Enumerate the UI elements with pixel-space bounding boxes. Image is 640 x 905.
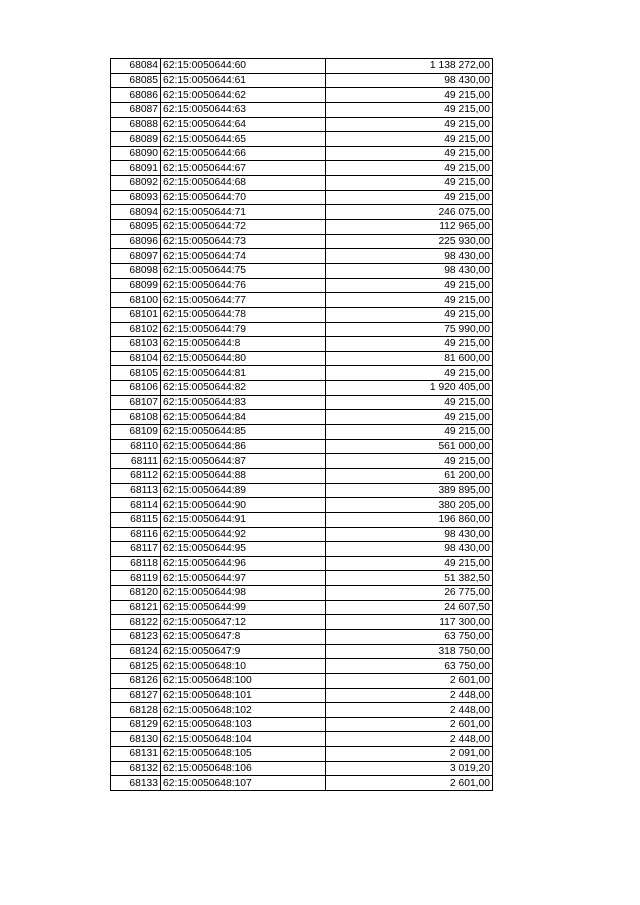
cadastral-value-cell: 49 215,00 [326, 161, 493, 176]
cadastral-number-cell: 62:15:0050648:104 [161, 732, 326, 747]
row-number-cell: 68127 [111, 688, 161, 703]
cadastral-number-cell: 62:15:0050644:77 [161, 293, 326, 308]
row-number-cell: 68131 [111, 747, 161, 762]
cadastral-value-cell: 2 448,00 [326, 688, 493, 703]
row-number-cell: 68099 [111, 278, 161, 293]
row-number-cell: 68093 [111, 190, 161, 205]
cadastral-value-cell: 26 775,00 [326, 586, 493, 601]
row-number-cell: 68087 [111, 102, 161, 117]
cadastral-value-cell: 2 601,00 [326, 776, 493, 791]
cadastral-number-cell: 62:15:0050644:98 [161, 586, 326, 601]
table-row [111, 644, 493, 659]
row-number-cell: 68128 [111, 703, 161, 718]
row-number-cell: 68106 [111, 381, 161, 396]
cadastral-value-table [110, 58, 493, 791]
cadastral-value-cell: 1 920 405,00 [326, 381, 493, 396]
row-number-cell: 68117 [111, 542, 161, 557]
row-number-cell: 68108 [111, 410, 161, 425]
table-row [111, 73, 493, 88]
cadastral-number-cell: 62:15:0050644:72 [161, 220, 326, 235]
cadastral-number-cell: 62:15:0050644:91 [161, 512, 326, 527]
cadastral-value-cell: 117 300,00 [326, 615, 493, 630]
table-row [111, 425, 493, 440]
table-row [111, 146, 493, 161]
table-row [111, 366, 493, 381]
cadastral-number-cell: 62:15:0050648:106 [161, 761, 326, 776]
row-number-cell: 68116 [111, 527, 161, 542]
table-row [111, 190, 493, 205]
row-number-cell: 68094 [111, 205, 161, 220]
cadastral-value-cell: 61 200,00 [326, 468, 493, 483]
cadastral-value-cell: 49 215,00 [326, 146, 493, 161]
row-number-cell: 68104 [111, 351, 161, 366]
row-number-cell: 68088 [111, 117, 161, 132]
cadastral-number-cell: 62:15:0050644:86 [161, 439, 326, 454]
cadastral-number-cell: 62:15:0050648:103 [161, 717, 326, 732]
table-row [111, 410, 493, 425]
row-number-cell: 68129 [111, 717, 161, 732]
cadastral-value-cell: 98 430,00 [326, 263, 493, 278]
row-number-cell: 68113 [111, 483, 161, 498]
cadastral-number-cell: 62:15:0050647:9 [161, 644, 326, 659]
row-number-cell: 68107 [111, 395, 161, 410]
cadastral-value-cell: 318 750,00 [326, 644, 493, 659]
table-row [111, 439, 493, 454]
table-row [111, 132, 493, 147]
table-row [111, 615, 493, 630]
table-row [111, 761, 493, 776]
cadastral-number-cell: 62:15:0050644:76 [161, 278, 326, 293]
table-row [111, 395, 493, 410]
table-row [111, 278, 493, 293]
cadastral-number-cell: 62:15:0050648:102 [161, 703, 326, 718]
table-row [111, 732, 493, 747]
cadastral-value-cell: 49 215,00 [326, 88, 493, 103]
cadastral-value-cell: 63 750,00 [326, 629, 493, 644]
table-row [111, 512, 493, 527]
cadastral-number-cell: 62:15:0050644:95 [161, 542, 326, 557]
row-number-cell: 68126 [111, 673, 161, 688]
cadastral-number-cell: 62:15:0050644:61 [161, 73, 326, 88]
cadastral-number-cell: 62:15:0050644:85 [161, 425, 326, 440]
table-row [111, 629, 493, 644]
cadastral-value-cell: 63 750,00 [326, 659, 493, 674]
table-row [111, 747, 493, 762]
row-number-cell: 68118 [111, 556, 161, 571]
row-number-cell: 68092 [111, 176, 161, 191]
cadastral-value-cell: 98 430,00 [326, 73, 493, 88]
row-number-cell: 68122 [111, 615, 161, 630]
table-row [111, 600, 493, 615]
table-row [111, 88, 493, 103]
row-number-cell: 68101 [111, 307, 161, 322]
row-number-cell: 68102 [111, 322, 161, 337]
cadastral-value-cell: 2 601,00 [326, 673, 493, 688]
table-row [111, 717, 493, 732]
table-row [111, 542, 493, 557]
cadastral-number-cell: 62:15:0050644:71 [161, 205, 326, 220]
table-row [111, 307, 493, 322]
row-number-cell: 68095 [111, 220, 161, 235]
cadastral-number-cell: 62:15:0050644:78 [161, 307, 326, 322]
cadastral-number-cell: 62:15:0050647:12 [161, 615, 326, 630]
cadastral-value-cell: 81 600,00 [326, 351, 493, 366]
cadastral-number-cell: 62:15:0050644:81 [161, 366, 326, 381]
cadastral-value-cell: 49 215,00 [326, 395, 493, 410]
cadastral-value-cell: 98 430,00 [326, 542, 493, 557]
row-number-cell: 68133 [111, 776, 161, 791]
row-number-cell: 68109 [111, 425, 161, 440]
cadastral-value-cell: 49 215,00 [326, 366, 493, 381]
table-row [111, 527, 493, 542]
cadastral-value-cell: 98 430,00 [326, 249, 493, 264]
cadastral-value-cell: 49 215,00 [326, 278, 493, 293]
table-row [111, 249, 493, 264]
table-row [111, 117, 493, 132]
row-number-cell: 68100 [111, 293, 161, 308]
cadastral-value-cell: 1 138 272,00 [326, 59, 493, 74]
cadastral-value-cell: 2 448,00 [326, 732, 493, 747]
table-row [111, 234, 493, 249]
row-number-cell: 68110 [111, 439, 161, 454]
cadastral-number-cell: 62:15:0050648:100 [161, 673, 326, 688]
cadastral-number-cell: 62:15:0050644:87 [161, 454, 326, 469]
cadastral-value-cell: 2 601,00 [326, 717, 493, 732]
cadastral-value-cell: 49 215,00 [326, 556, 493, 571]
cadastral-number-cell: 62:15:0050644:90 [161, 498, 326, 513]
row-number-cell: 68124 [111, 644, 161, 659]
cadastral-number-cell: 62:15:0050644:60 [161, 59, 326, 74]
cadastral-number-cell: 62:15:0050644:62 [161, 88, 326, 103]
row-number-cell: 68132 [111, 761, 161, 776]
row-number-cell: 68098 [111, 263, 161, 278]
cadastral-value-cell: 75 990,00 [326, 322, 493, 337]
cadastral-number-cell: 62:15:0050644:80 [161, 351, 326, 366]
table-row [111, 483, 493, 498]
cadastral-value-cell: 380 205,00 [326, 498, 493, 513]
row-number-cell: 68097 [111, 249, 161, 264]
row-number-cell: 68120 [111, 586, 161, 601]
cadastral-number-cell: 62:15:0050644:8 [161, 337, 326, 352]
row-number-cell: 68119 [111, 571, 161, 586]
cadastral-value-cell: 246 075,00 [326, 205, 493, 220]
cadastral-value-cell: 98 430,00 [326, 527, 493, 542]
cadastral-number-cell: 62:15:0050644:65 [161, 132, 326, 147]
cadastral-number-cell: 62:15:0050644:97 [161, 571, 326, 586]
table-row [111, 351, 493, 366]
cadastral-number-cell: 62:15:0050644:79 [161, 322, 326, 337]
table-row [111, 161, 493, 176]
cadastral-value-cell: 49 215,00 [326, 337, 493, 352]
cadastral-value-cell: 49 215,00 [326, 117, 493, 132]
cadastral-number-cell: 62:15:0050644:66 [161, 146, 326, 161]
table-row [111, 688, 493, 703]
cadastral-number-cell: 62:15:0050648:105 [161, 747, 326, 762]
row-number-cell: 68084 [111, 59, 161, 74]
row-number-cell: 68112 [111, 468, 161, 483]
cadastral-number-cell: 62:15:0050644:92 [161, 527, 326, 542]
cadastral-number-cell: 62:15:0050644:82 [161, 381, 326, 396]
row-number-cell: 68103 [111, 337, 161, 352]
table-row [111, 468, 493, 483]
cadastral-value-cell: 561 000,00 [326, 439, 493, 454]
cadastral-value-cell: 389 895,00 [326, 483, 493, 498]
row-number-cell: 68130 [111, 732, 161, 747]
row-number-cell: 68121 [111, 600, 161, 615]
cadastral-value-cell: 49 215,00 [326, 102, 493, 117]
cadastral-number-cell: 62:15:0050644:83 [161, 395, 326, 410]
row-number-cell: 68091 [111, 161, 161, 176]
row-number-cell: 68111 [111, 454, 161, 469]
cadastral-value-cell: 49 215,00 [326, 132, 493, 147]
table-row [111, 59, 493, 74]
cadastral-number-cell: 62:15:0050644:99 [161, 600, 326, 615]
cadastral-number-cell: 62:15:0050644:73 [161, 234, 326, 249]
table-body [111, 59, 493, 791]
cadastral-value-cell: 225 930,00 [326, 234, 493, 249]
row-number-cell: 68085 [111, 73, 161, 88]
table-row [111, 586, 493, 601]
table-row [111, 381, 493, 396]
table-row [111, 220, 493, 235]
row-number-cell: 68090 [111, 146, 161, 161]
table-row [111, 263, 493, 278]
cadastral-number-cell: 62:15:0050644:89 [161, 483, 326, 498]
table-row [111, 176, 493, 191]
cadastral-number-cell: 62:15:0050644:84 [161, 410, 326, 425]
table-row [111, 703, 493, 718]
table-row [111, 498, 493, 513]
table-row [111, 454, 493, 469]
cadastral-number-cell: 62:15:0050644:75 [161, 263, 326, 278]
cadastral-number-cell: 62:15:0050648:107 [161, 776, 326, 791]
cadastral-number-cell: 62:15:0050644:74 [161, 249, 326, 264]
row-number-cell: 68096 [111, 234, 161, 249]
cadastral-number-cell: 62:15:0050644:67 [161, 161, 326, 176]
cadastral-number-cell: 62:15:0050648:10 [161, 659, 326, 674]
cadastral-number-cell: 62:15:0050644:64 [161, 117, 326, 132]
cadastral-value-cell: 49 215,00 [326, 454, 493, 469]
table-row [111, 556, 493, 571]
table-row [111, 322, 493, 337]
table-row [111, 571, 493, 586]
cadastral-value-cell: 49 215,00 [326, 190, 493, 205]
table-row [111, 205, 493, 220]
cadastral-value-cell: 3 019,20 [326, 761, 493, 776]
table-row [111, 102, 493, 117]
row-number-cell: 68086 [111, 88, 161, 103]
cadastral-number-cell: 62:15:0050644:96 [161, 556, 326, 571]
row-number-cell: 68105 [111, 366, 161, 381]
cadastral-number-cell: 62:15:0050648:101 [161, 688, 326, 703]
cadastral-value-cell: 49 215,00 [326, 425, 493, 440]
cadastral-value-cell: 112 965,00 [326, 220, 493, 235]
cadastral-value-cell: 49 215,00 [326, 176, 493, 191]
cadastral-value-cell: 51 382,50 [326, 571, 493, 586]
table-row [111, 776, 493, 791]
cadastral-value-cell: 49 215,00 [326, 307, 493, 322]
table-row [111, 293, 493, 308]
cadastral-value-cell: 49 215,00 [326, 293, 493, 308]
row-number-cell: 68114 [111, 498, 161, 513]
row-number-cell: 68115 [111, 512, 161, 527]
table-row [111, 673, 493, 688]
cadastral-number-cell: 62:15:0050644:63 [161, 102, 326, 117]
document-page [110, 58, 493, 791]
cadastral-value-cell: 2 091,00 [326, 747, 493, 762]
table-row [111, 337, 493, 352]
row-number-cell: 68123 [111, 629, 161, 644]
cadastral-value-cell: 196 860,00 [326, 512, 493, 527]
cadastral-number-cell: 62:15:0050644:68 [161, 176, 326, 191]
cadastral-number-cell: 62:15:0050644:70 [161, 190, 326, 205]
row-number-cell: 68089 [111, 132, 161, 147]
cadastral-number-cell: 62:15:0050644:88 [161, 468, 326, 483]
table-row [111, 659, 493, 674]
cadastral-value-cell: 24 607,50 [326, 600, 493, 615]
cadastral-value-cell: 49 215,00 [326, 410, 493, 425]
row-number-cell: 68125 [111, 659, 161, 674]
cadastral-value-cell: 2 448,00 [326, 703, 493, 718]
cadastral-number-cell: 62:15:0050647:8 [161, 629, 326, 644]
